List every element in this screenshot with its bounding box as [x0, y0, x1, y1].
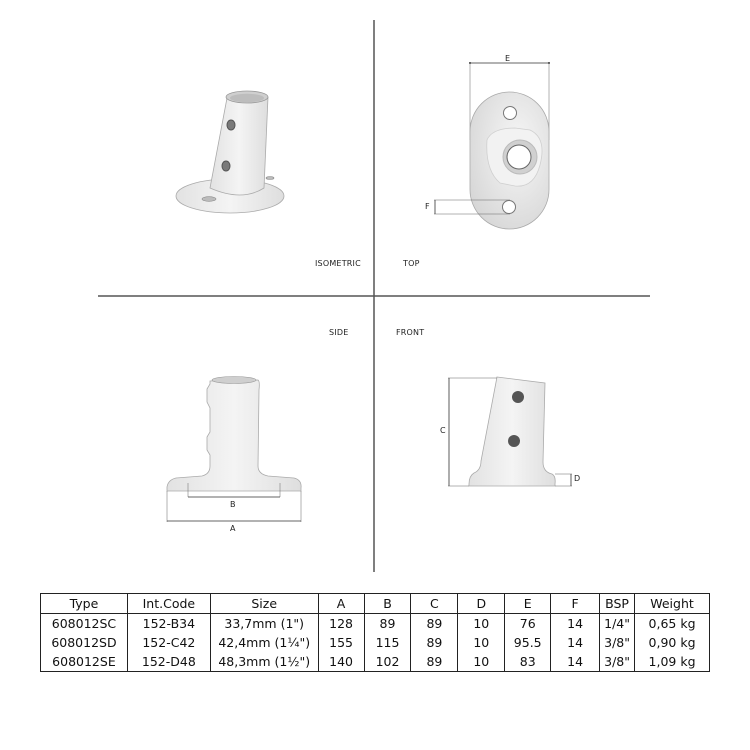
- table-row: [41, 652, 710, 672]
- col-header-a: A: [318, 594, 364, 614]
- view-label-side: SIDE: [329, 328, 349, 337]
- cell-f: 14: [551, 614, 600, 634]
- cell-f: 14: [551, 633, 600, 652]
- top-view-part: [434, 62, 550, 229]
- cell-e: 95.5: [505, 633, 551, 652]
- dim-label-f: F: [425, 202, 430, 211]
- cell-a: 128: [318, 614, 364, 634]
- specification-table: [40, 593, 710, 672]
- table-header-row: [41, 594, 710, 614]
- cell-a: 155: [318, 633, 364, 652]
- cell-size: 33,7mm (1"): [210, 614, 318, 634]
- cell-size: 48,3mm (1½"): [210, 652, 318, 672]
- col-header-f: F: [551, 594, 600, 614]
- cell-int-code: 152-D48: [127, 652, 210, 672]
- view-label-top: TOP: [403, 259, 420, 268]
- cell-int-code: 152-B34: [127, 614, 210, 634]
- cell-weight: 1,09 kg: [635, 652, 710, 672]
- cell-d: 10: [458, 633, 505, 652]
- cell-c: 89: [411, 652, 458, 672]
- view-label-front: FRONT: [396, 328, 425, 337]
- view-label-isometric: ISOMETRIC: [315, 259, 361, 268]
- cell-size: 42,4mm (1¼"): [210, 633, 318, 652]
- col-header-c: C: [411, 594, 458, 614]
- cell-e: 76: [505, 614, 551, 634]
- dim-label-a: A: [230, 524, 236, 533]
- cell-bsp: 3/8": [600, 652, 635, 672]
- table-row: [41, 614, 710, 634]
- cell-b: 89: [364, 614, 411, 634]
- col-header-d: D: [458, 594, 505, 614]
- cell-type: 608012SC: [41, 614, 128, 634]
- cell-c: 89: [411, 614, 458, 634]
- cell-weight: 0,90 kg: [635, 633, 710, 652]
- dim-label-d: D: [574, 474, 581, 483]
- cell-d: 10: [458, 652, 505, 672]
- table-row: [41, 633, 710, 652]
- cell-b: 102: [364, 652, 411, 672]
- iso-screw-hole: [222, 161, 230, 171]
- cell-type: 608012SD: [41, 633, 128, 652]
- dim-label-e: E: [505, 54, 511, 63]
- col-header-e: E: [505, 594, 551, 614]
- dim-label-b: B: [230, 500, 236, 509]
- cell-bsp: 1/4": [600, 614, 635, 634]
- col-header-int-code: Int.Code: [127, 594, 210, 614]
- cell-e: 83: [505, 652, 551, 672]
- cell-bsp: 3/8": [600, 633, 635, 652]
- front-screw-hole: [508, 435, 520, 447]
- cell-int-code: 152-C42: [127, 633, 210, 652]
- isometric-part: [176, 91, 284, 213]
- col-header-weight: Weight: [635, 594, 710, 614]
- col-header-bsp: BSP: [600, 594, 635, 614]
- col-header-type: Type: [41, 594, 128, 614]
- dim-label-c: C: [440, 426, 446, 435]
- col-header-b: B: [364, 594, 411, 614]
- front-screw-hole: [512, 391, 524, 403]
- cell-c: 89: [411, 633, 458, 652]
- cell-type: 608012SE: [41, 652, 128, 672]
- front-view-part: [448, 377, 572, 486]
- col-header-size: Size: [210, 594, 318, 614]
- cell-a: 140: [318, 652, 364, 672]
- iso-screw-hole: [227, 120, 235, 130]
- cell-weight: 0,65 kg: [635, 614, 710, 634]
- cell-f: 14: [551, 652, 600, 672]
- cell-b: 115: [364, 633, 411, 652]
- cell-d: 10: [458, 614, 505, 634]
